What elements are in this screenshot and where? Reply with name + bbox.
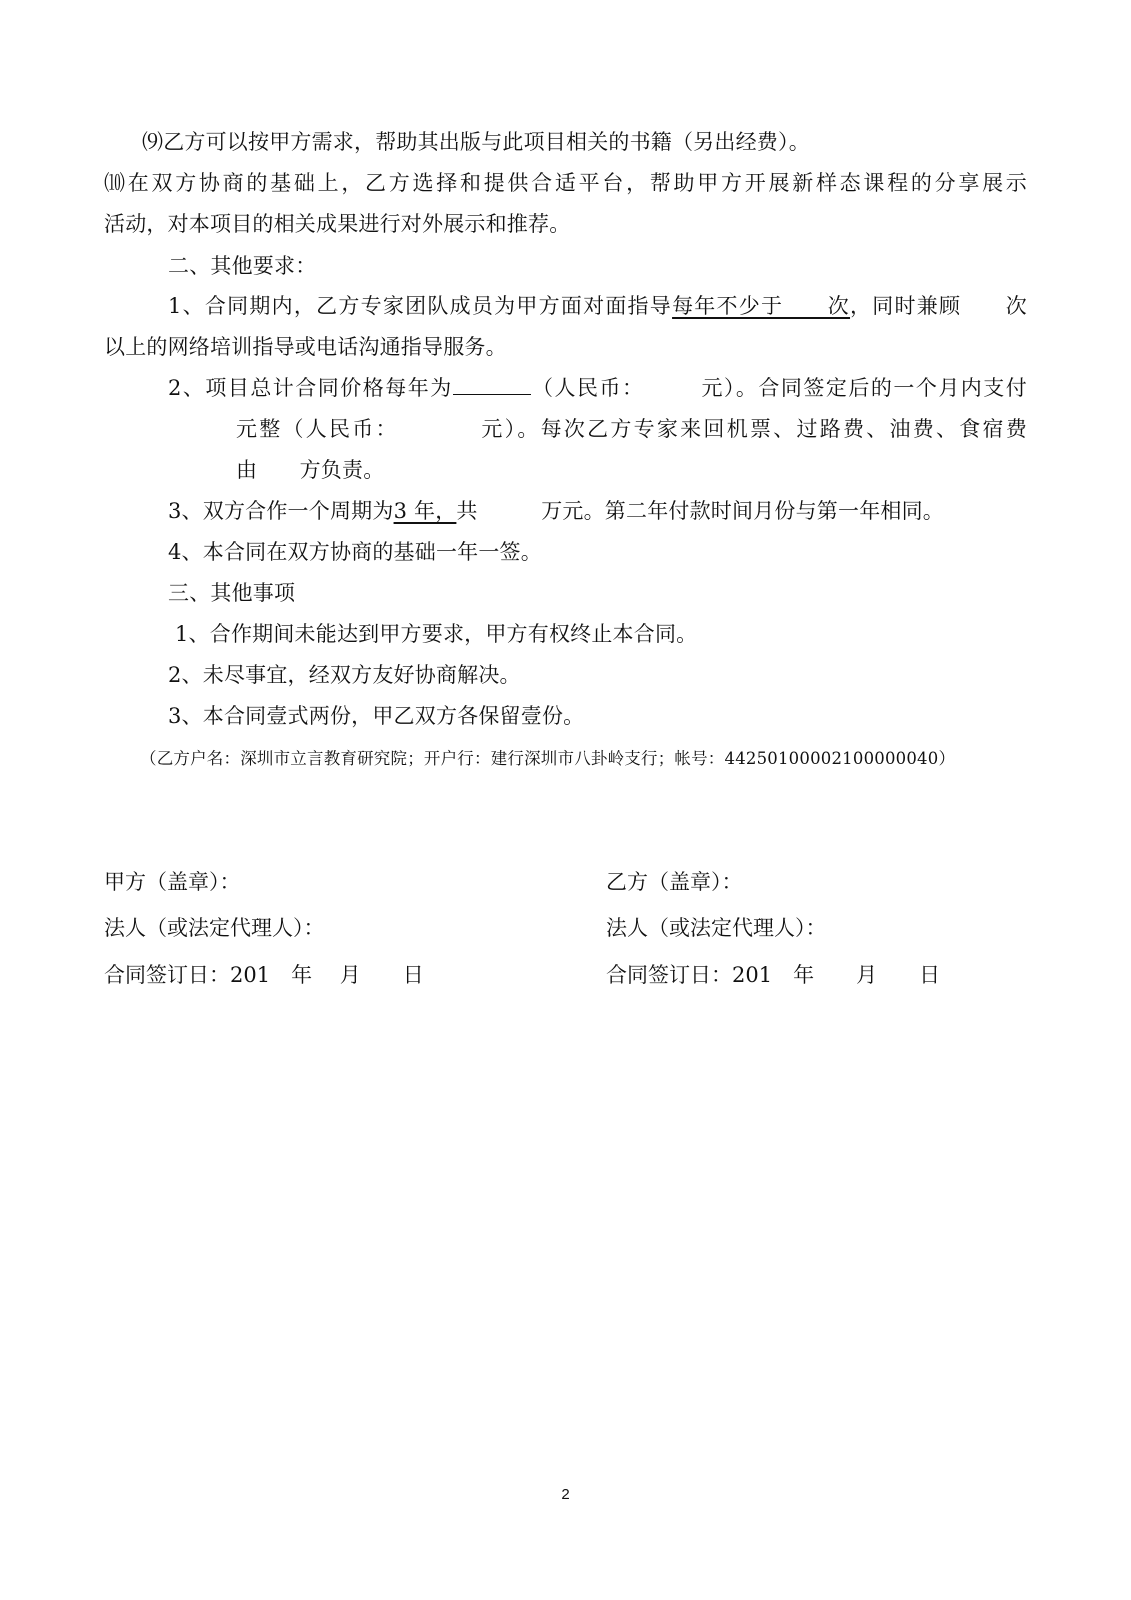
requirement-4 xyxy=(168,538,542,566)
requirement-3-text-tail: 共 万元。第二年付款时间月份与第一年相同。 xyxy=(456,499,945,523)
party-a-date-label: 合同签订日：201 年 月 日 xyxy=(104,963,424,987)
other-item-1-text: 1、合作期间未能达到甲方要求，甲方有权终止本合同。 xyxy=(175,622,698,646)
party-a-legal xyxy=(104,914,325,942)
other-item-2 xyxy=(168,661,521,689)
other-item-1 xyxy=(175,620,697,648)
clause-10-text-2: 活动，对本项目的相关成果进行对外展示和推荐。 xyxy=(104,212,571,236)
other-item-2-text: 2、未尽事宜，经双方友好协商解决。 xyxy=(168,663,521,687)
bank-account-info xyxy=(140,745,955,773)
requirement-1-text: 1、合同期内，乙方专家团队成员为甲方面对面指导 xyxy=(168,294,673,318)
section-2-title: 二、其他要求： xyxy=(168,254,317,278)
party-a-seal xyxy=(104,868,241,896)
party-b-date-label: 合同签订日：201 年 月 日 xyxy=(606,963,941,987)
requirement-1-line2 xyxy=(104,333,507,361)
clause-10-line1 xyxy=(104,169,1027,197)
requirement-3-underlined: 3 年， xyxy=(393,499,457,523)
requirement-1-text-tail: ，同时兼顾 次 xyxy=(850,294,1027,318)
party-b-legal-label: 法人（或法定代理人）： xyxy=(606,916,827,940)
requirement-3 xyxy=(168,497,944,525)
requirement-2-line3 xyxy=(236,456,384,484)
requirement-1-text-2: 以上的网络培训指导或电话沟通指导服务。 xyxy=(104,335,507,359)
requirement-4-text: 4、本合同在双方协商的基础一年一签。 xyxy=(168,540,542,564)
requirement-1-underlined: 每年不少于 次 xyxy=(672,294,851,318)
clause-10-line2 xyxy=(104,210,570,238)
section-2-heading xyxy=(168,252,316,280)
requirement-2-line1 xyxy=(168,374,1027,402)
clause-9 xyxy=(142,128,810,156)
page-number: 2 xyxy=(561,1486,570,1503)
party-a-date xyxy=(104,961,424,989)
requirement-3-text: 3、双方合作一个周期为 xyxy=(168,499,394,523)
requirement-2-text-tail: （人民币： 元）。合同签定后的一个月内支付 xyxy=(530,376,1027,400)
clause-9-text: ⑼乙方可以按甲方需求，帮助其出版与此项目相关的书籍（另出经费）。 xyxy=(142,130,810,154)
requirement-2-text: 2、项目总计合同价格每年为 xyxy=(168,376,453,400)
party-b-date xyxy=(606,961,940,989)
other-item-3-text: 3、本合同壹式两份，甲乙双方各保留壹份。 xyxy=(168,704,585,728)
requirement-2-text-3: 由 方负责。 xyxy=(236,458,385,482)
section-3-heading xyxy=(168,579,295,607)
requirement-2-line2 xyxy=(236,415,1027,443)
party-a-seal-label: 甲方（盖章）： xyxy=(104,870,241,894)
party-b-seal xyxy=(606,868,743,896)
price-blank xyxy=(453,374,531,395)
bank-info-text: （乙方户名：深圳市立言教育研究院；开户行：建行深圳市八卦岭支行；帐号：44250100002100000040） xyxy=(140,749,956,768)
requirement-1-line1 xyxy=(104,292,1027,320)
party-b-legal xyxy=(606,914,827,942)
other-item-3 xyxy=(168,702,584,730)
requirement-2-text-2: 元整（人民币： 元）。每次乙方专家来回机票、过路费、油费、食宿费 xyxy=(236,417,1027,441)
party-a-legal-label: 法人（或法定代理人）： xyxy=(104,916,325,940)
section-3-title: 三、其他事项 xyxy=(168,581,296,605)
party-b-seal-label: 乙方（盖章）： xyxy=(606,870,743,894)
clause-10-text-1: ⑽在双方协商的基础上，乙方选择和提供合适平台，帮助甲方开展新样态课程的分享展示 xyxy=(104,171,1027,195)
